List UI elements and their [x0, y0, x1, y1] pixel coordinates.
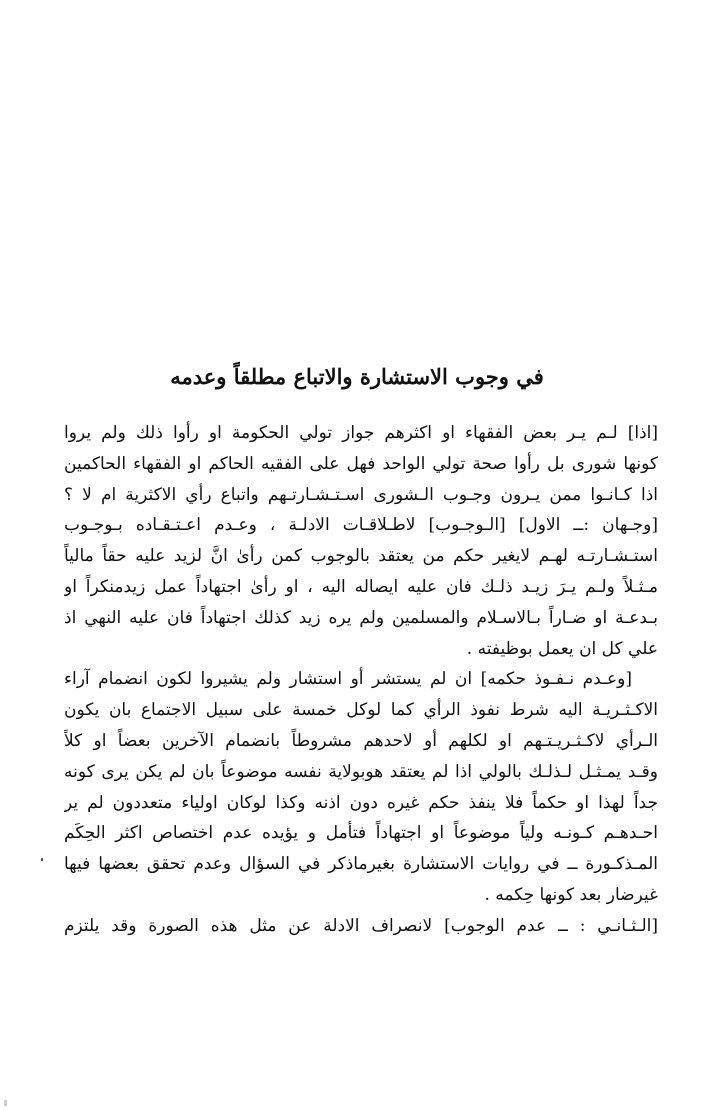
body-text	[64, 418, 658, 942]
text-line: استـشـارتـه لهـم لايغير حكم من يعتقد بالوجوب كمن رأىٰ انَّ لزيد عليه حقاً مالياً	[64, 546, 658, 567]
text-line: [اذا] لـم يـر بعض الفقهاء او اكثرهم جواز تولي الحكومة او رأوا ذلك ولم يروا	[64, 423, 658, 443]
section-heading: في وجوب الاستشارة والاتباع مطلقاً وعدمه	[170, 364, 544, 389]
text-line: مـثـلاً ولـم يـرَ زيـد ذلـك فان عليه ايصاله اليه ، او رأىٰ اجتهاداً عمل زيدمنكراً او	[64, 576, 658, 597]
text-line: اذا كـانـوا ممن يـرون وجـوب الـشورى اسـتـشـارتـهم واتباع رأي الاكثرية ام لا ؟	[64, 484, 658, 505]
text-line: جداً لهذا او حكماً فلا ينفذ حكم غيره دون اذنه وكذا لوكان اولياء متعددون لم ير	[64, 792, 658, 813]
text-line: كونها شورى بل رأوا صحة تولي الواحد فهل على الفقيه الحاكم او الفقهاء الحاكمين	[64, 453, 658, 474]
text-line: بـدعـة او ضـاراً بـالاسـلام والمسلمين ولم يره زيد كذلك اجتهاداً فان عليه النهي اذ	[64, 607, 658, 628]
text-line: الاكـثـريـة اليه شرط نفوذ الرأي كما لوكل خمسة على سبيل الاجتماع بان يكون	[64, 700, 658, 721]
text-line: علي كل ان يعمل بوظيفته .	[466, 638, 658, 659]
scan-speck	[41, 858, 43, 861]
scan-speck	[4, 1100, 7, 1106]
text-line: [وعـدم نـفـوذ حكمه] ان لم يستشر أو استشار ولم يشيروا لكون انضمام آراء	[64, 669, 632, 690]
text-line: احـدهـم كـونـه ولياً موضوعاً او اجتهاداً فتأمل و يؤيده عدم اختصاص اكثر الحِكَم	[64, 823, 658, 844]
text-line: [وجـهان :ــ الاول] [الـوجـوب] لاطـلاقـات الادلـة ، وعـدم اعـتـقـاده بـوجـوب	[64, 515, 658, 536]
text-line: غيرضار بعد كونها حِكمه .	[484, 884, 658, 905]
text-line: الـرأي لاكـثـريـتـهم او لكلهم أو لاحدهم مشروطاً بانضمام الآخرين بعضاً او كلاً	[64, 730, 658, 751]
text-line: وقـد يمـثـل لـذلـك بالولي اذا لم يعتقد هوبولاية نفسه موضوعاً بان لم يكن يرى كونه	[64, 761, 658, 782]
text-line: المـذكـورة ــ في روايات الاستشارة بغيرماذكر في السؤال وعدم تحقق بعضها فيها	[64, 854, 658, 875]
text-line: [الـثـانـي : ــ عدم الوجوب] لانصراف الادلة عن مثل هذه الصورة وقد يلتزم	[64, 915, 658, 936]
